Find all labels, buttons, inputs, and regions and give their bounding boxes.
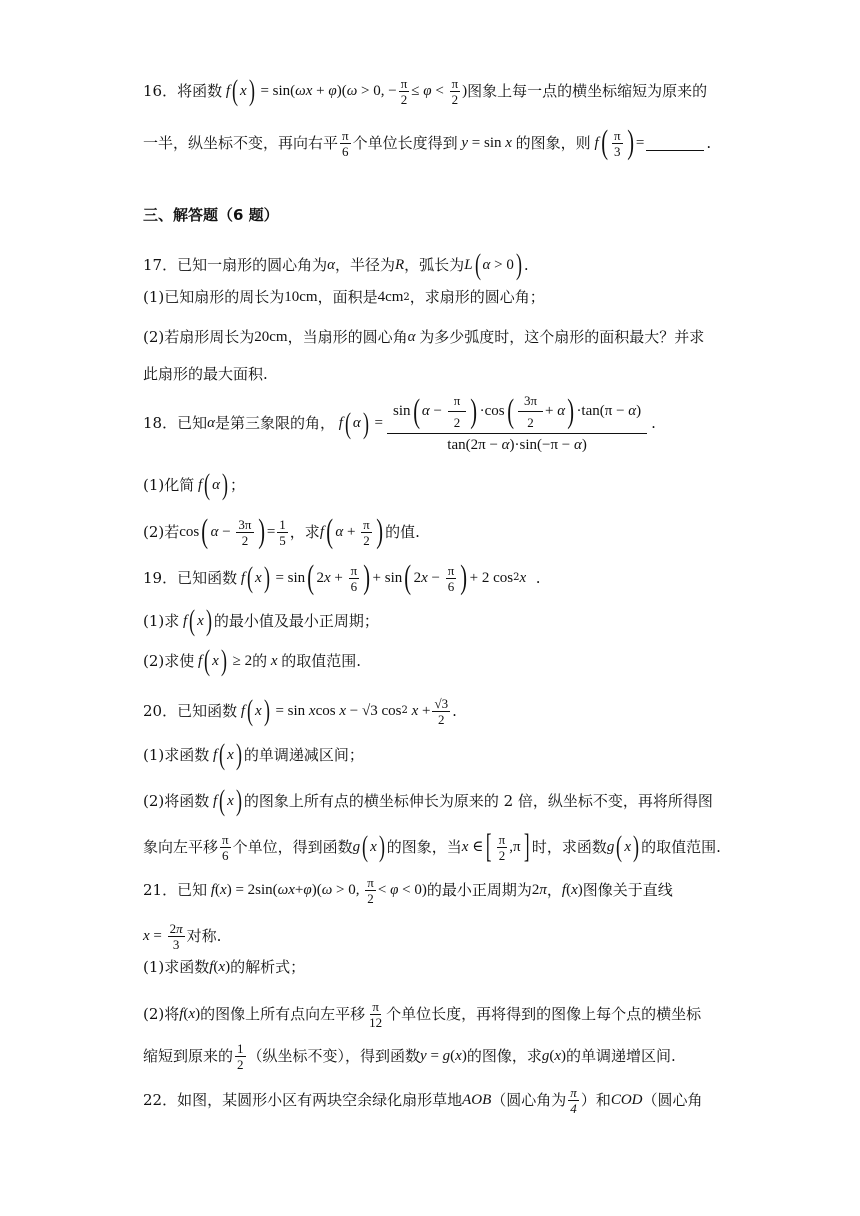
q18-line-1: 18． 已知 α 是第三象限的角， f ( α ) = sin ( α − $\frac{\pi}{2}$ ) ·cos ( $\frac{3\pi}{2}$ + α ) ·tan(π − α ) tan(2π − α)·sin(−π − α) . xyxy=(143,392,656,453)
q21-text: 个单位长度，再将得到的图像上每个点的横坐标 xyxy=(386,1005,702,1023)
q22-text: ）和 xyxy=(580,1091,611,1109)
q18-part-2: (2)若 cos ( α − $\frac{3\pi}{2}$ ) = $\frac{1}{5}$ ，求 f ( α + $\frac{\pi}{2}$ ) 的值. xyxy=(143,513,420,550)
q20-text: 的单调递减区间； xyxy=(243,745,364,764)
q17-part-1: (1)已知扇形的周长为 10cm ，面积是 4cm 2 ，求扇形的圆心角； xyxy=(143,288,545,306)
q22-text: （圆心角 xyxy=(642,1091,703,1109)
q16-line-2: 一半，纵坐标不变，再向右平 $\frac{\pi}{6}$ 个单位长度得到 y = sin x 的图象，则 f ( $\frac{\pi}{3}$ ) = . xyxy=(143,124,712,161)
q20-text: 个单位，得到函数 xyxy=(232,837,353,856)
q21-part-2: (2)将 f ( x ) 的图像上所有点向左平移 $\frac{\pi}{12}$ 个单位长度，再将得到的图像上每个点的横坐标 xyxy=(143,999,702,1030)
q16-text: 图象上每一点的横坐标缩短为原来的 xyxy=(467,81,708,100)
q17-part-2-cont: 此扇形的最大面积. xyxy=(143,365,268,383)
q17-text: 为多少弧度时，这个扇形的面积最大？并求 xyxy=(419,328,705,346)
q17-text: ，弧长为 xyxy=(404,255,465,274)
q17-text: 已知一扇形的圆心角为 xyxy=(177,255,328,274)
q20-text: (1)求函数 xyxy=(143,745,210,764)
q19-text: (2)求使 xyxy=(143,651,195,670)
q21-text: (1)求函数 xyxy=(143,958,210,976)
section-heading: 三、解答题（6 题） xyxy=(143,206,279,224)
q21-line-1: 21． 已知 f ( x ) = 2sin( ωx + φ )( ω > 0, $\frac{\pi}{2}$ < φ < 0) 的最小正周期为 2 π ， f ( x ) 图像关于直线 xyxy=(143,875,673,906)
q17-value: 4cm xyxy=(377,289,404,305)
q19-text: 已知函数 xyxy=(177,568,238,587)
q21-text: 的图像上所有点向左平移 xyxy=(200,1005,366,1023)
q19-text: (1)求 xyxy=(143,611,180,630)
q21-text: ， xyxy=(546,881,562,899)
q22-text: 如图，某圆形小区有两块空余绿化扇形草地 xyxy=(177,1091,463,1109)
q19-text: 的取值范围. xyxy=(281,651,362,670)
q21-text: 的最小正周期为 xyxy=(426,881,532,899)
q17-value: 10cm xyxy=(284,289,318,305)
q18-fraction: sin ( α − $\frac{\pi}{2}$ ) ·cos ( $\frac{3\pi}{2}$ + α ) ·tan(π − α ) tan(2π − α)·sin(−π − α) xyxy=(387,394,647,453)
q21-text: （纵坐标不变），得到函数 xyxy=(247,1047,421,1065)
q17-part-2: (2)若扇形周长为 20cm ，当扇形的圆心角 α 为多少弧度时，这个扇形的面积最大？并求 xyxy=(143,328,705,346)
q16-number: 16． xyxy=(143,81,178,100)
q17-text: (2)若扇形周长为 xyxy=(143,328,255,346)
q21-part-2-cont: 缩短到原来的 $\frac{1}{2}$ （纵坐标不变），得到函数 y = g ( x ) 的图像，求 g ( x ) 的单调递增区间. xyxy=(143,1041,676,1072)
q20-part-1: (1)求函数 f ( x ) 的单调递减区间； xyxy=(143,738,364,771)
q20-number: 20． xyxy=(143,701,178,720)
q21-text: 对称. xyxy=(186,927,222,945)
q21-text: 已知 xyxy=(177,881,208,899)
q20-part-2-cont: 象向左平移 $\frac{\pi}{6}$ 个单位，得到函数 g ( x ) 的图象，当 x ∈ [ $\frac{\pi}{2}$ ,π ] 时，求函数 g ( x ) 的取值范围. xyxy=(143,828,721,865)
q21-line-2: x = $\frac{2\pi}{3}$ 对称. xyxy=(143,921,222,952)
q21-text: (2)将 xyxy=(143,1005,180,1023)
q17-text: ，面积是 xyxy=(317,288,378,306)
q18-text: (2)若 xyxy=(143,522,180,541)
q19-part-1: (1)求 f ( x ) 的最小值及最小正周期； xyxy=(143,604,379,637)
q16-line-1: 16． 将函数 f ( x ) = sin( ωx + φ )( ω > 0, − $\frac{\pi}{2}$ ≤ φ < $\frac{\pi}{2}$ ) 图象上每一点的横坐标缩短为原来的 xyxy=(143,74,708,107)
q22-text: （圆心角为 xyxy=(491,1091,567,1109)
q17-text: ，半径为 xyxy=(334,255,395,274)
q19-part-2: (2)求使 f ( x ) ≥ 2 的 x 的取值范围. xyxy=(143,644,362,677)
q21-number: 21． xyxy=(143,881,178,899)
q17-number: 17． xyxy=(143,255,178,274)
q19-number: 19． xyxy=(143,568,178,587)
q20-text: 的图象，当 xyxy=(386,837,462,856)
q16-text: 一半，纵坐标不变，再向右平 xyxy=(143,133,339,152)
q22-number: 22． xyxy=(143,1091,178,1109)
q17-text: ，求扇形的圆心角； xyxy=(409,288,545,306)
q19-text: 的最小值及最小正周期； xyxy=(213,611,379,630)
q21-text: 的单调递增区间. xyxy=(566,1047,676,1065)
q20-text: 已知函数 xyxy=(177,701,238,720)
q18-text: (1)化简 xyxy=(143,475,195,494)
q18-text: 是第三象限的角， xyxy=(214,414,335,432)
q17-line-1: 17． 已知一扇形的圆心角为 α ，半径为 R ，弧长为 L ( α > 0 ) . xyxy=(143,248,529,281)
q21-text: 图像关于直线 xyxy=(582,881,673,899)
q16-text: 的图象，则 xyxy=(515,133,591,152)
q20-text: 时，求函数 xyxy=(531,837,607,856)
q18-number: 18． xyxy=(143,414,178,432)
q17-text: (1)已知扇形的周长为 xyxy=(143,288,285,306)
answer-blank[interactable] xyxy=(646,136,704,151)
q17-value: 20cm xyxy=(254,329,288,345)
q19-text: 的 xyxy=(252,651,268,670)
q21-text: 缩短到原来的 xyxy=(143,1047,234,1065)
q19-line-1: 19． 已知函数 f ( x ) = sin ( 2 x + $\frac{\pi}{6}$ ) + sin ( 2 x − $\frac{\pi}{6}$ ) + 2 cos 2 x . xyxy=(143,559,541,596)
q18-text: ，求 xyxy=(289,522,320,541)
q20-part-2: (2)将函数 f ( x ) 的图象上所有点的横坐标伸长为原来的 2 倍，纵坐标不变，再将所得图 xyxy=(143,784,713,817)
q17-text: ，当扇形的圆心角 xyxy=(287,328,408,346)
q18-text: 已知 xyxy=(177,414,208,432)
q20-line-1: 20． 已知函数 f ( x ) = sin x cos x − √3 cos 2 x + $\frac{√3}{2}$ . xyxy=(143,694,457,727)
q16-text: 将函数 xyxy=(177,81,223,100)
q21-text: 的图像，求 xyxy=(466,1047,542,1065)
q16-text: 个单位长度得到 xyxy=(352,133,458,152)
q20-text: (2)将函数 xyxy=(143,791,210,810)
q18-part-1: (1)化简 f ( α ) ； xyxy=(143,468,246,501)
q20-text: 的图象上所有点的横坐标伸长为原来的 2 倍，纵坐标不变，再将所得图 xyxy=(243,791,713,810)
q20-text: 象向左平移 xyxy=(143,837,219,856)
q18-text: 的值. xyxy=(385,522,420,541)
q21-part-1: (1)求函数 f ( x ) 的解析式； xyxy=(143,958,306,976)
q21-text: 的解析式； xyxy=(230,958,306,976)
q20-text: 的取值范围. xyxy=(641,837,721,856)
q22-line-1: 22． 如图，某圆形小区有两块空余绿化扇形草地 AOB （圆心角为 $\frac{\pi}{4}$ ）和 COD （圆心角 xyxy=(143,1085,703,1116)
